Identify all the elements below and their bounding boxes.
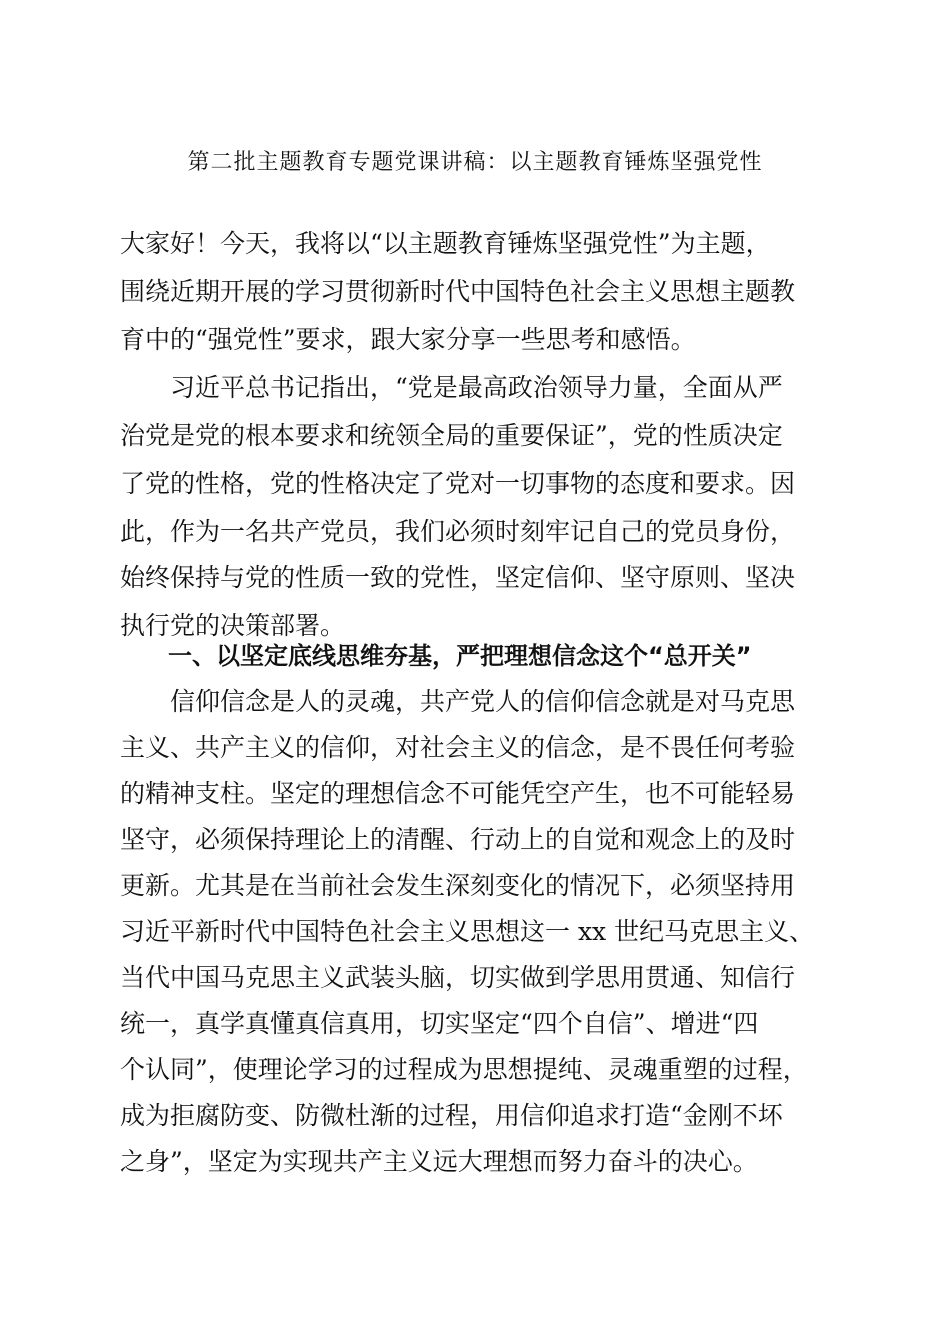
paragraph-line: 个认同”，使理论学习的过程成为思想提纯、灵魂重塑的过程， xyxy=(120,1055,808,1084)
paragraph-line: 大家好！今天，我将以“以主题教育锤炼坚强党性”为主题， xyxy=(120,229,771,258)
paragraph-line: 信仰信念是人的灵魂，共产党人的信仰信念就是对马克思 xyxy=(170,687,796,716)
paragraph-line: 坚守，必须保持理论上的清醒、行动上的自觉和观念上的及时 xyxy=(120,825,796,854)
paragraph-line: 育中的“强党性”要求，跟大家分享一些思考和感悟。 xyxy=(120,325,696,354)
section-heading: 一、以坚定底线思维夯基，严把理想信念这个“总开关” xyxy=(168,642,752,670)
paragraph-line: 当代中国马克思主义武装头脑，切实做到学思用贯通、知信行 xyxy=(120,963,796,992)
paragraph-line: 成为拒腐防变、防微杜渐的过程，用信仰追求打造“金刚不坏 xyxy=(120,1101,783,1130)
paragraph-line: 习近平总书记指出，“党是最高政治领导力量，全面从严 xyxy=(170,373,783,402)
paragraph-line: 治党是党的根本要求和统领全局的重要保证”，党的性质决定 xyxy=(120,421,783,450)
paragraph-line: 始终保持与党的性质一致的党性，坚定信仰、坚守原则、坚决 xyxy=(120,563,796,592)
paragraph-line: 之身”，坚定为实现共产主义远大理想而努力奋斗的决心。 xyxy=(120,1147,758,1176)
paragraph-line: 的精神支柱。坚定的理想信念不可能凭空产生，也不可能轻易 xyxy=(120,779,796,808)
paragraph-line: 围绕近期开展的学习贯彻新时代中国特色社会主义思想主题教 xyxy=(120,277,796,306)
paragraph-line: 了党的性格，党的性格决定了党对一切事物的态度和要求。因 xyxy=(120,469,796,498)
paragraph-line: 主义、共产主义的信仰，对社会主义的信念，是不畏任何考验 xyxy=(120,733,796,762)
paragraph-line: 执行党的决策部署。 xyxy=(120,611,346,640)
paragraph-line: 更新。尤其是在当前社会发生深刻变化的情况下，必须坚持用 xyxy=(120,871,796,900)
paragraph-line: 统一，真学真懂真信真用，切实坚定“四个自信”、增进“四 xyxy=(120,1009,759,1038)
paragraph-line: 此，作为一名共产党员，我们必须时刻牢记自己的党员身份， xyxy=(120,517,796,546)
page-title: 第二批主题教育专题党课讲稿：以主题教育锤炼坚强党性 xyxy=(187,150,763,175)
paragraph-line: 习近平新时代中国特色社会主义思想这一 xx 世纪马克思主义、 xyxy=(120,917,815,946)
